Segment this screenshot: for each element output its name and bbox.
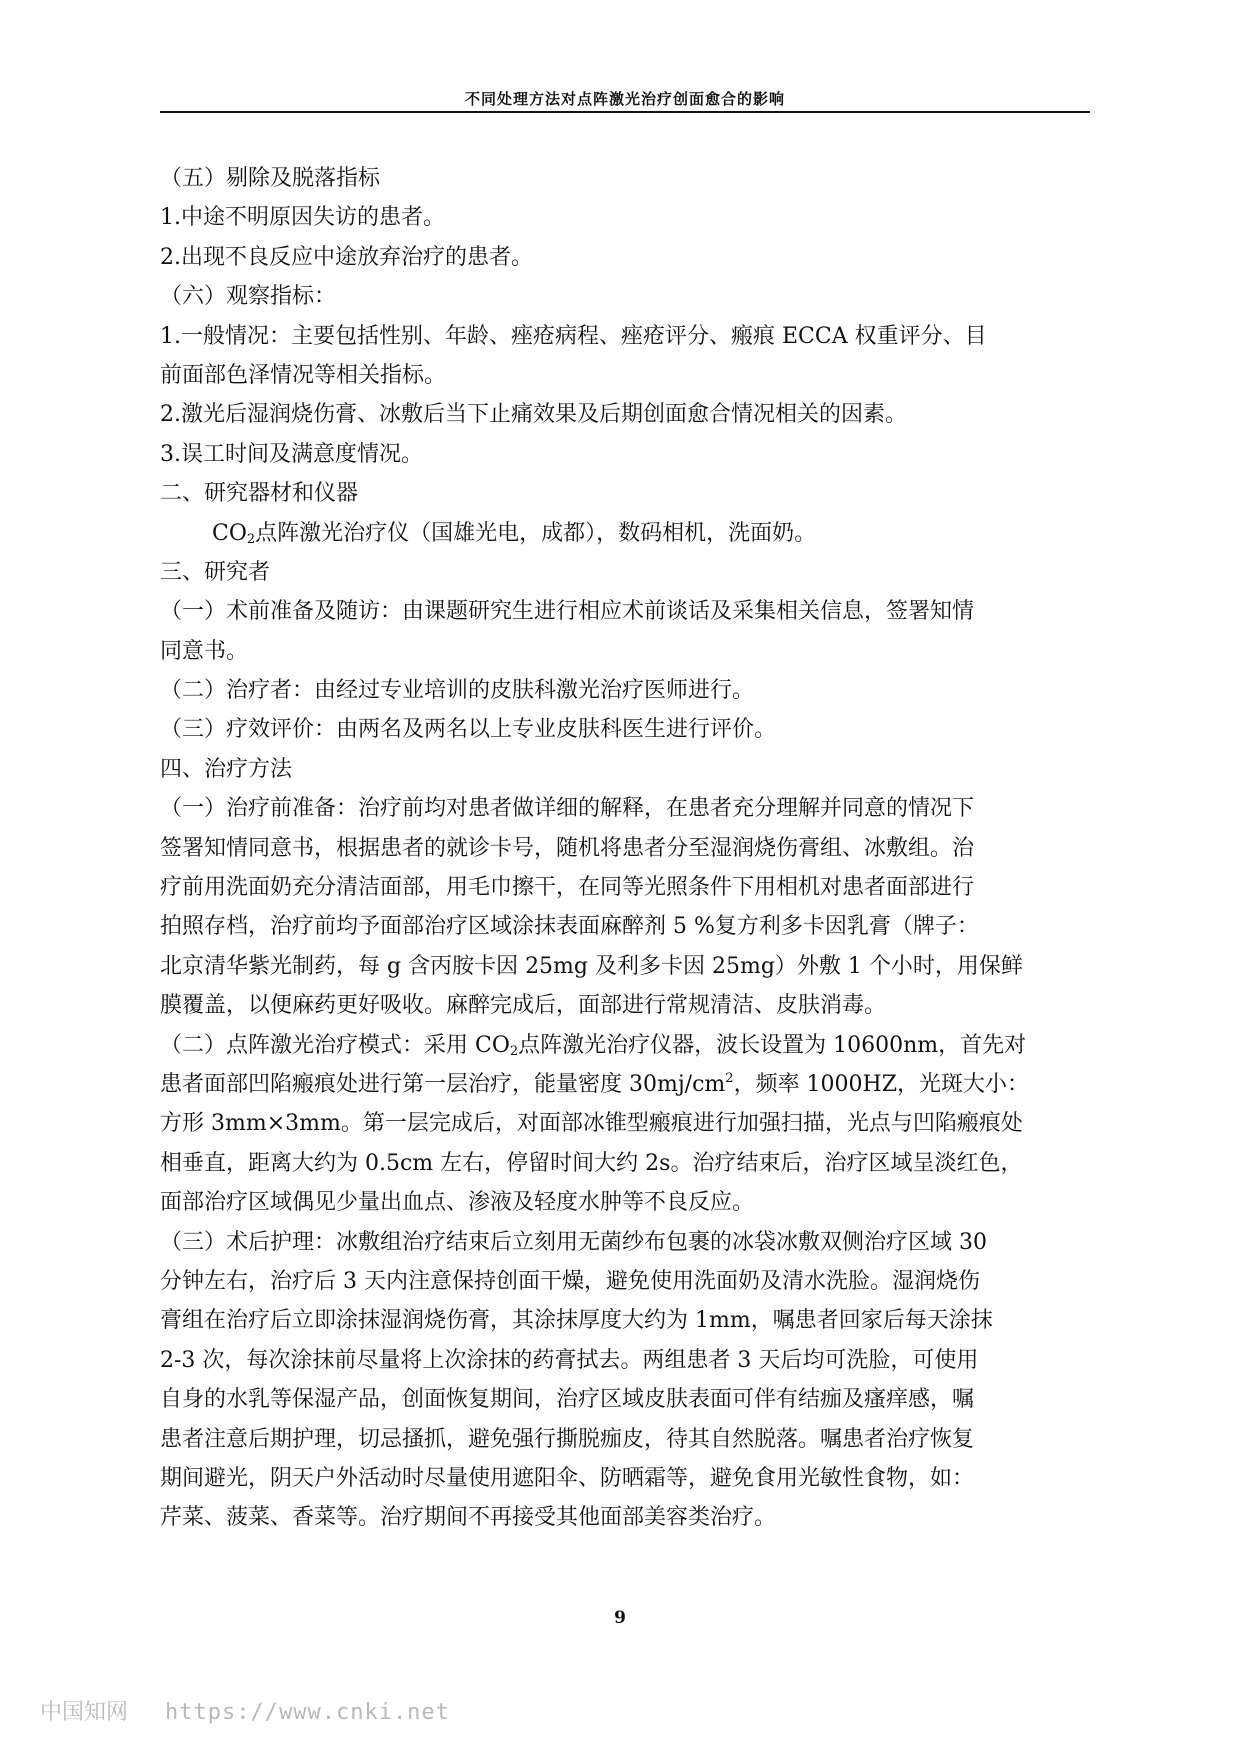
text-line: 同意书。 [160, 638, 249, 664]
text-line: 疗前用洗面奶充分清洁面部，用毛巾擦干，在同等光照条件下用相机对患者面部进行 [160, 875, 975, 901]
text-line: 3.误工时间及满意度情况。 [160, 441, 423, 467]
text-line-laser-mode [160, 1026, 1090, 1065]
text-line-equipment [160, 514, 1090, 553]
text-line: 相垂直，距离大约为 0.5cm 左右，停留时间大约 2s。治疗结束后，治疗区域呈淡红色， [160, 1150, 1023, 1176]
text-line: （二）治疗者：由经过专业培训的皮肤科激光治疗医师进行。 [160, 678, 755, 704]
section-heading-exclusion: （五）剔除及脱落指标 [160, 166, 381, 191]
text-line: 签署知情同意书，根据患者的就诊卡号，随机将患者分至湿润烧伤膏组、冰敷组。治 [160, 835, 975, 861]
text-span: CO [212, 520, 247, 546]
subscript: 2 [246, 531, 256, 547]
subscript: 2 [509, 1043, 519, 1059]
text-line: 拍照存档，治疗前均予面部治疗区域涂抹表面麻醉剂 5 %复方利多卡因乳膏（牌子： [160, 914, 979, 940]
page-number: 9 [614, 1608, 626, 1628]
body-text [160, 159, 1090, 1538]
text-line: （三）疗效评价：由两名及两名以上专业皮肤科医生进行评价。 [160, 717, 777, 743]
text-span: 患者面部凹陷瘢痕处进行第一层治疗，能量密度 30mj/cm [160, 1071, 726, 1097]
text-line: 2-3 次，每次涂抹前尽量将上次涂抹的药膏拭去。两组患者 3 天后均可洗脸，可使用 [160, 1347, 979, 1373]
text-line: 自身的水乳等保湿产品，创面恢复期间，治疗区域皮肤表面可伴有结痂及瘙痒感，嘱 [160, 1387, 975, 1413]
text-line: 1.中途不明原因失访的患者。 [160, 205, 445, 231]
text-line: 芹菜、菠菜、香菜等。治疗期间不再接受其他面部美容类治疗。 [160, 1505, 777, 1531]
text-line: 膜覆盖，以便麻药更好吸收。麻醉完成后，面部进行常规清洁、皮肤消毒。 [160, 993, 887, 1019]
text-span: 点阵激光治疗仪器，波长设置为 10600nm，首先对 [518, 1032, 1027, 1058]
text-line: 面部治疗区域偶见少量出血点、渗液及轻度水肿等不良反应。 [160, 1190, 755, 1216]
text-line: （一）治疗前准备：治疗前均对患者做详细的解释，在患者充分理解并同意的情况下 [160, 796, 975, 822]
text-span: ，频率 1000HZ，光斑大小： [733, 1071, 1030, 1097]
text-line: 膏组在治疗后立即涂抹湿润烧伤膏，其涂抹厚度大约为 1mm，嘱患者回家后每天涂抹 [160, 1308, 993, 1334]
text-line: （三）术后护理：冰敷组治疗结束后立刻用无菌纱布包裹的冰袋冰敷双侧治疗区域 30 [160, 1229, 987, 1255]
text-line: 分钟左右，治疗后 3 天内注意保持创面干燥，避免使用洗面奶及清水洗脸。湿润烧伤 [160, 1268, 980, 1294]
text-line: 方形 3mm×3mm。第一层完成后，对面部冰锥型瘢痕进行加强扫描，光点与凹陷瘢痕处 [160, 1111, 1023, 1137]
running-header: 不同处理方法对点阵激光治疗创面愈合的影响 [464, 90, 785, 108]
text-line: 1.一般情况：主要包括性别、年龄、痤疮病程、痤疮评分、瘢痕 ECCA 权重评分、目 [160, 323, 987, 349]
text-span: 点阵激光治疗仪（国雄光电，成都），数码相机，洗面奶。 [255, 520, 817, 546]
text-line: 前面部色泽情况等相关指标。 [160, 362, 447, 388]
watermark-logo: 中国知网 [40, 1700, 129, 1725]
text-line: 期间避光，阴天户外活动时尽量使用遮阳伞、防晒霜等，避免食用光敏性食物，如： [160, 1465, 975, 1491]
header-rule [160, 111, 1090, 113]
text-line: 北京清华紫光制药，每 g 含丙胺卡因 25mg 及利多卡因 25mg）外敷 1 个小时，用保鲜 [160, 953, 1023, 979]
text-line: 2.激光后湿润烧伤膏、冰敷后当下止痛效果及后期创面愈合情况相关的因素。 [160, 402, 907, 428]
text-line-energy-density [160, 1065, 1090, 1104]
section-heading-observation: （六）观察指标： [160, 284, 337, 310]
text-span: （二）点阵激光治疗模式：采用 CO [160, 1032, 510, 1058]
superscript: 2 [725, 1070, 734, 1086]
section-heading-method: 四、治疗方法 [160, 756, 293, 782]
text-line: （一）术前准备及随访：由课题研究生进行相应术前谈话及采集相关信息，签署知情 [160, 599, 975, 625]
section-heading-equipment: 二、研究器材和仪器 [160, 481, 359, 507]
section-heading-researchers: 三、研究者 [160, 559, 271, 585]
text-line: 2.出现不良反应中途放弃治疗的患者。 [160, 244, 533, 270]
text-line: 患者注意后期护理，切忌搔抓，避免强行撕脱痂皮，待其自然脱落。嘱患者治疗恢复 [160, 1426, 975, 1452]
watermark-url: https://www.cnki.net [165, 1700, 450, 1725]
watermark [40, 1695, 450, 1726]
